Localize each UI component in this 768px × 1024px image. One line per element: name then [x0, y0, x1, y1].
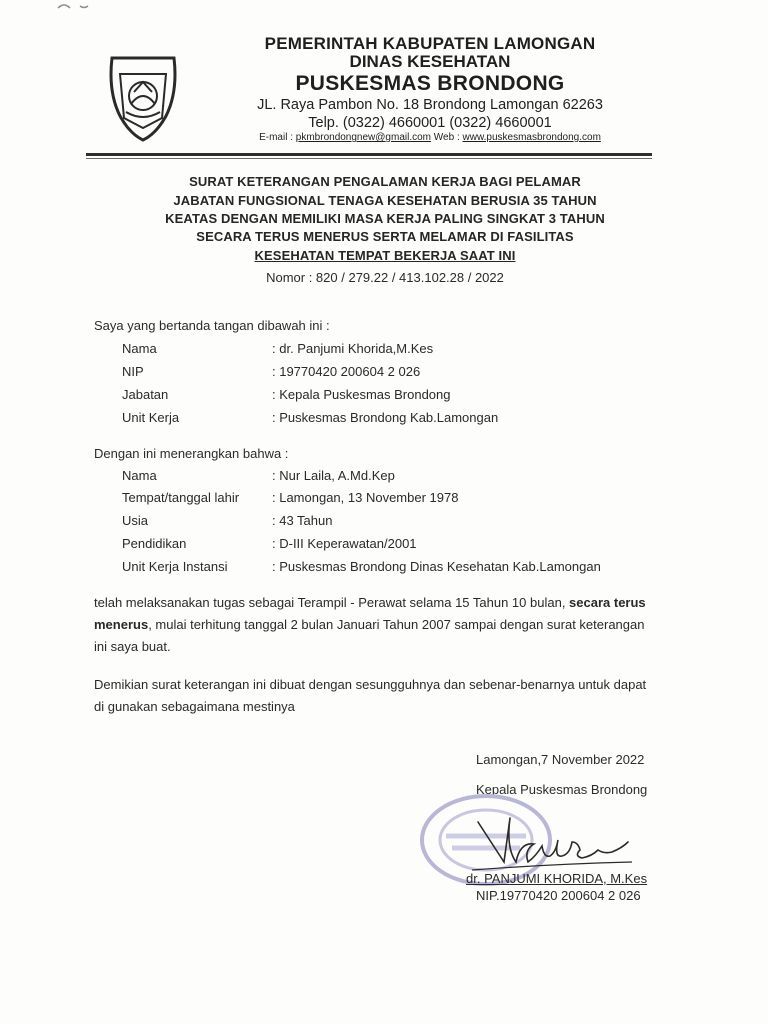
document-title-line-5: KESEHATAN TEMPAT BEKERJA SAAT INI	[254, 248, 516, 263]
signer-unit-value: : Puskesmas Brondong Kab.Lamongan	[272, 410, 499, 425]
subject-name-value: : Nur Laila, A.Md.Kep	[272, 468, 395, 483]
signer-nip-value: : 19770420 200604 2 026	[272, 364, 421, 379]
statement-emphasis: secara terus menerus	[94, 595, 646, 632]
signer-nip-label: NIP	[122, 364, 144, 379]
statement-part-1: telah melaksanakan tugas sebagai Terampil - Perawat selama 15 Tahun 10 bulan,	[94, 595, 570, 610]
subject-birth-value: : Lamongan, 13 November 1978	[272, 490, 459, 505]
subject-institution-value: : Puskesmas Brondong Dinas Kesehatan Kab.Lamongan	[272, 559, 601, 574]
letterhead-department: DINAS KESEHATAN	[349, 52, 511, 71]
letterhead-phone: Telp. (0322) 4660001 (0322) 4660001	[308, 115, 552, 131]
document-title-line-2: JABATAN FUNGSIONAL TENAGA KESEHATAN BERUSIA 35 TAHUN	[173, 193, 597, 208]
subject-age-value: : 43 Tahun	[272, 513, 333, 528]
letterhead-divider-thick	[86, 153, 652, 156]
subject-birth-label: Tempat/tanggal lahir	[122, 490, 240, 505]
signature-position: Kepala Puskesmas Brondong	[476, 782, 648, 797]
signature-place-date: Lamongan,7 November 2022	[476, 752, 645, 767]
signer-position-label: Jabatan	[122, 387, 169, 402]
email-label: E-mail :	[259, 132, 293, 143]
letterhead-institution: PUSKESMAS BRONDONG	[295, 72, 565, 95]
web-link[interactable]: www.puskesmasbrondong.com	[462, 132, 601, 143]
letterhead-address: JL. Raya Pambon No. 18 Brondong Lamongan 62263	[257, 97, 603, 113]
signatory-nip: NIP.19770420 200604 2 026	[476, 888, 641, 903]
web-label: Web :	[433, 132, 460, 143]
closing-paragraph: Demikian surat keterangan ini dibuat dengan sesungguhnya dan sebenar-benarnya untuk dapat di gunakan sebagaimana mestinya	[94, 677, 647, 714]
signer-unit-label: Unit Kerja	[122, 410, 180, 425]
document-number: Nomor : 820 / 279.22 / 413.102.28 / 2022	[266, 270, 504, 285]
email-link[interactable]: pkmbrondongnew@gmail.com	[295, 132, 431, 143]
regency-emblem-icon	[104, 52, 182, 144]
subject-institution-label: Unit Kerja Instansi	[122, 559, 228, 574]
document-title-line-4: SECARA TERUS MENERUS SERTA MELAMAR DI FASILITAS	[196, 229, 574, 244]
subject-age-label: Usia	[122, 513, 149, 528]
subject-education-label: Pendidikan	[122, 536, 187, 551]
subject-intro: Dengan ini menerangkan bahwa :	[94, 446, 289, 461]
letterhead-contact	[190, 132, 670, 143]
letterhead-government: PEMERINTAH KABUPATEN LAMONGAN	[264, 34, 596, 53]
subject-name-label: Nama	[122, 468, 157, 483]
subject-education-value: : D-III Keperawatan/2001	[272, 536, 417, 551]
document-title-line-3: KEATAS DENGAN MEMILIKI MASA KERJA PALING SINGKAT 3 TAHUN	[165, 211, 605, 226]
handwritten-signature-icon	[470, 800, 640, 880]
statement-part-2: , mulai terhitung tanggal 2 bulan Januari Tahun 2007 sampai dengan surat keterangan ini saya buat.	[94, 617, 645, 654]
signer-position-value: : Kepala Puskesmas Brondong	[272, 387, 451, 402]
signatory-name: dr. PANJUMI KHORIDA, M.Kes	[466, 871, 648, 886]
document-title-line-1: SURAT KETERANGAN PENGALAMAN KERJA BAGI PELAMAR	[189, 174, 581, 189]
signer-name-value: : dr. Panjumi Khorida,M.Kes	[272, 341, 434, 356]
statement-paragraph	[94, 592, 656, 658]
scan-smudge-mark	[54, 0, 114, 14]
signer-name-label: Nama	[122, 341, 157, 356]
signer-intro: Saya yang bertanda tangan dibawah ini :	[94, 318, 330, 333]
letterhead-divider-thin	[86, 158, 652, 159]
